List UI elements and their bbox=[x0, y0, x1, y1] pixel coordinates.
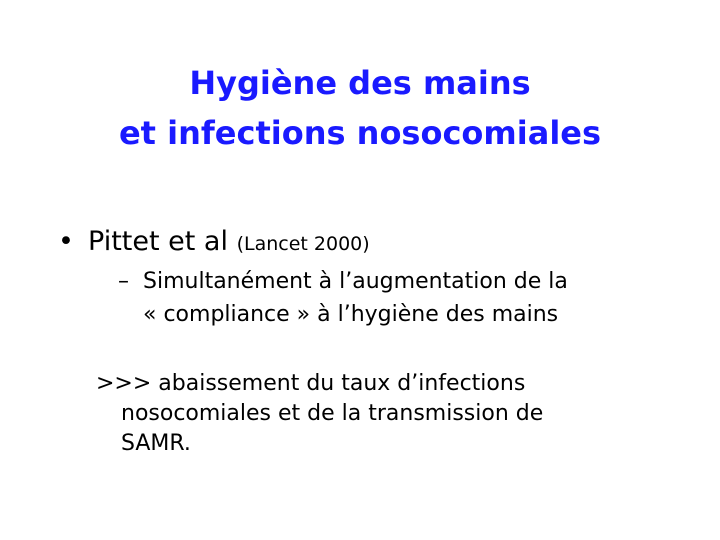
result-line-3: SAMR. bbox=[121, 431, 191, 456]
bullet-reference: (Lancet 2000) bbox=[236, 233, 370, 255]
subbullet-text-1: Simultanément à l’augmentation de la bbox=[143, 269, 568, 294]
bullet-marker: • bbox=[58, 226, 74, 257]
bullet-item bbox=[58, 222, 370, 264]
slide-title-line-2: et infections nosocomiales bbox=[118, 114, 602, 152]
result-paragraph bbox=[96, 369, 543, 459]
subbullet-item bbox=[118, 265, 568, 331]
subbullet-line-1 bbox=[118, 265, 568, 298]
subbullet-line-2: « compliance » à l’hygiène des mains bbox=[143, 302, 559, 327]
result-line-1: >>> abaissement du taux d’infections bbox=[96, 371, 526, 396]
bullet-text: Pittet et al bbox=[88, 226, 228, 257]
subbullet-marker: – bbox=[118, 269, 129, 294]
slide-title bbox=[0, 58, 720, 158]
slide-title-line-1: Hygiène des mains bbox=[189, 64, 531, 102]
result-line-2: nosocomiales et de la transmission de bbox=[121, 401, 544, 426]
